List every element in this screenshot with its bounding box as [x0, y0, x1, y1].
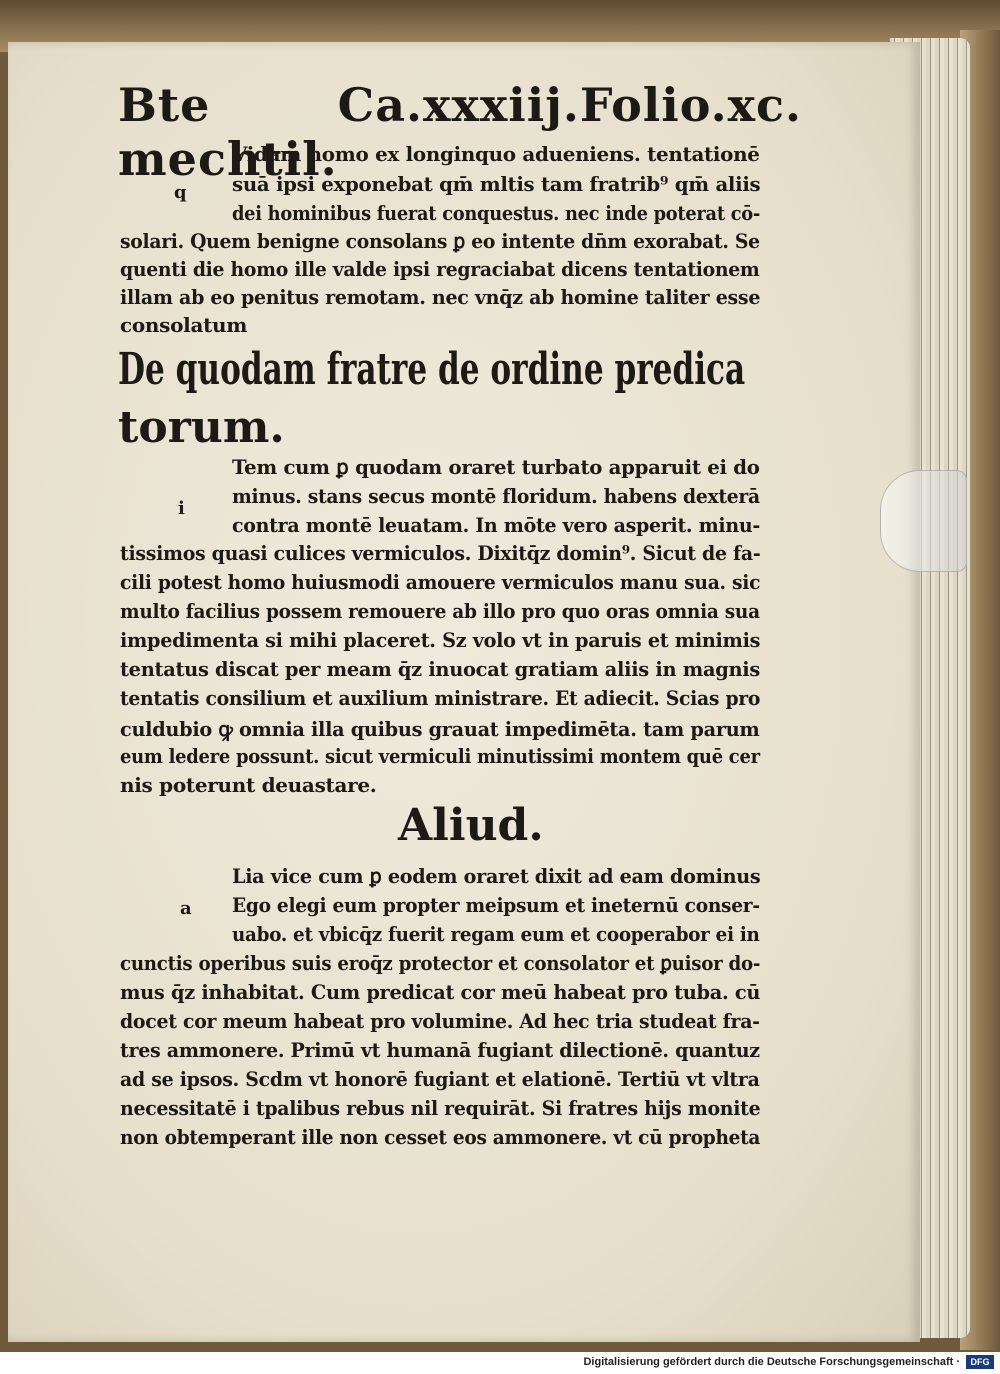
text-line: minus. stans secus montē floridum. habens dexterā [232, 484, 760, 508]
text-line: dei hominibus fuerat conquestus. nec inde poterat cō- [232, 201, 761, 225]
text-line: cunctis operibus suis eroq̄z protector et consolator et ꝑuisor do- [120, 951, 761, 975]
text-line: contra montē leuatam. In mōte vero asperit. minu- [232, 513, 760, 537]
header-left: Bte mechtil. [118, 78, 338, 186]
text-line: cili potest homo huiusmodi amouere vermiculos manu sua. sic [120, 570, 761, 594]
guide-letter: q [174, 182, 187, 203]
text-line: non obtemperant ille non cesset eos ammonere. vt cū propheta [120, 1125, 761, 1149]
text-line: tres ammonere. Primū vt humanā fugiant dilectionē. quantuz [120, 1038, 760, 1062]
text-line: suā ipsi exponebat qm̄ mltis tam fratrib⁹ qm̄ aliis [232, 172, 761, 196]
header-chapter: Ca.xxxiij. [337, 78, 580, 132]
text-line: quenti die homo ille valde ipsi regraciabat dicens tentationem [120, 257, 760, 281]
text-line: uabo. et vbicq̄z fuerit regam eum et cooperabor ei in [232, 922, 760, 946]
text-line: mus q̄z inhabitat. Cum predicat cor meū habeat pro tuba. cū [120, 980, 761, 1004]
text-line: multo facilius possem remouere ab illo pro quo oras omnia sua [120, 599, 760, 623]
text-line: tentatis consilium et auxilium ministrare. Et adiecit. Scias pro [120, 686, 761, 710]
guide-letter: i [178, 498, 185, 519]
text-line: Lia vice cum ꝑ eodem oraret dixit ad eam dominus [232, 864, 761, 888]
text-line: Ego elegi eum propter meipsum et ineternū conser- [232, 893, 760, 917]
dfg-logo: DFG [966, 1355, 994, 1369]
section-heading-cont: torum. [118, 402, 285, 453]
text-line: illam ab eo penitus remotam. nec vnq̄z ab homine taliter esse [120, 285, 761, 309]
text-line: consolatum [120, 313, 248, 337]
text-line: tentatus discat per meam q̄z inuocat gratiam aliis in magnis [120, 657, 761, 681]
guide-letter: a [180, 898, 192, 919]
text-line: eum ledere possunt. sicut vermiculi minutissimi montem quē cer [120, 744, 760, 768]
text-line: nis poterunt deuastare. [120, 773, 377, 797]
text-line: ad se ipsos. Scdm vt honorē fugiant et elationē. Tertiū vt vltra [120, 1067, 760, 1091]
section-heading: De quodam fratre de ordine predica [118, 344, 746, 395]
running-header [118, 78, 803, 186]
text-line: docet cor meum habeat pro volumine. Ad hec tria studeat fra- [120, 1009, 760, 1033]
text-line: impedimenta si mihi placeret. Sz volo vt in paruis et minimis [120, 628, 761, 652]
text-line: tissimos quasi culices vermiculos. Dixitq̄z domin⁹. Sicut de fa- [120, 541, 761, 565]
header-folio: Folio.xc. [579, 78, 803, 132]
text-line: Tem cum ꝑ quodam oraret turbato apparuit ei do [232, 455, 760, 479]
text-line: solari. Quem benigne consolans ꝑ eo intente dn̄m exorabat. Se [120, 229, 760, 253]
text-line: Vidam homo ex longinquo adueniens. tentationē [232, 142, 760, 166]
funding-credit: Digitalisierung gefördert durch die Deutsche Forschungsgemeinschaft · [583, 1356, 960, 1368]
text-line: necessitatē i tpalibus rebus nil requirāt. Si fratres hijs monite [120, 1096, 761, 1120]
section-heading: Aliud. [398, 800, 544, 851]
text-line: culdubio ꝙ omnia illa quibus grauat impedimēta. tam parum [120, 717, 760, 741]
